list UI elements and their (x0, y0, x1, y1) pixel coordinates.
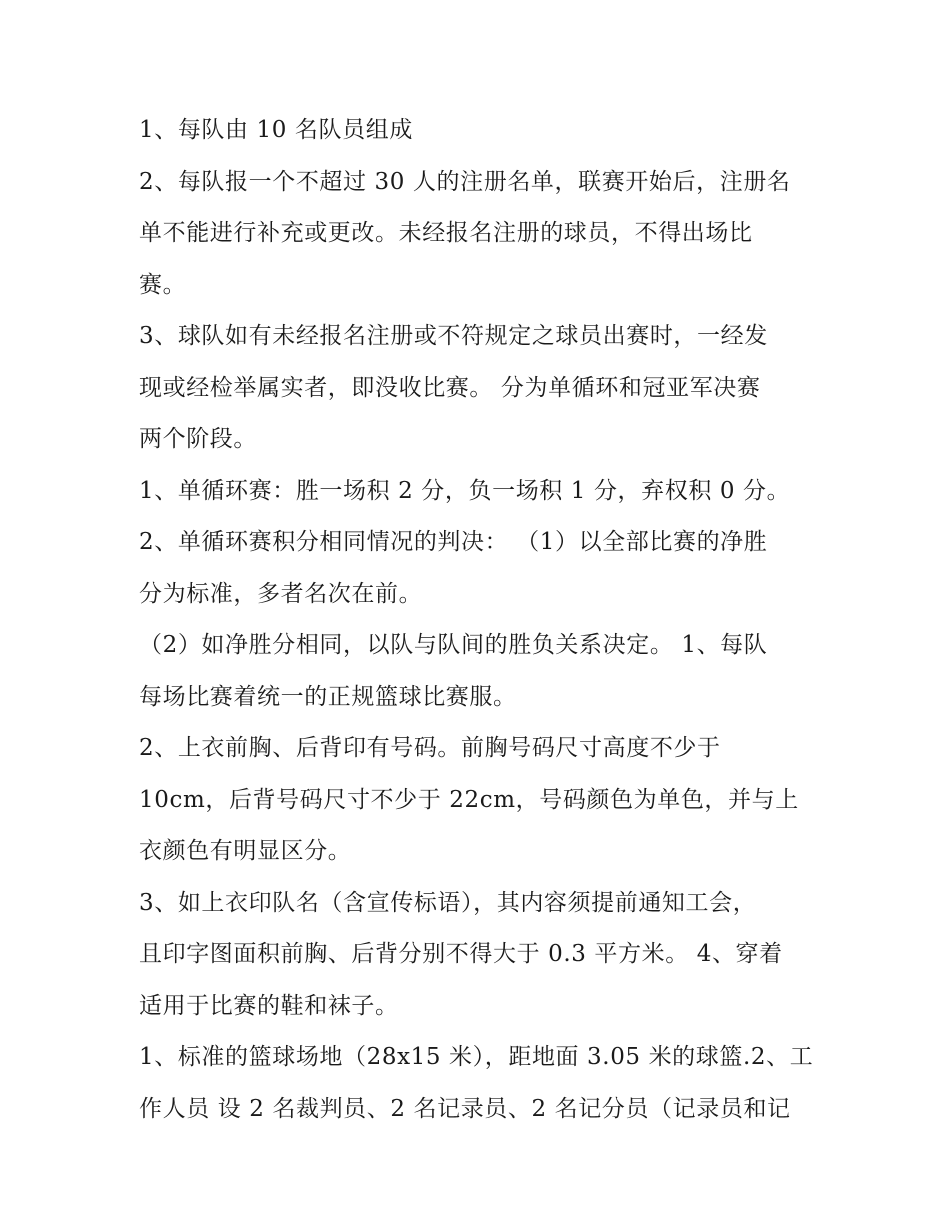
text-line: 1、单循环赛：胜一场积 2 分，负一场积 1 分，弃权积 0 分。 (139, 477, 791, 504)
text-line: 赛。 (139, 271, 187, 298)
text-line: 两个阶段。 (139, 426, 257, 452)
text-line: （2）如净胜分相同，以队与队间的胜负关系决定。 1、每队 (139, 632, 768, 658)
document-body (139, 105, 819, 1135)
text-line: 2、每队报一个不超过 30 人的注册名单，联赛开始后，注册名 (139, 168, 791, 195)
text-line: 2、上衣前胸、后背印有号码。前胸号码尺寸高度不少于 (139, 735, 721, 761)
text-line: 3、球队如有未经报名注册或不符规定之球员出赛时，一经发 (139, 323, 768, 349)
text-line: 单不能进行补充或更改。未经报名注册的球员，不得出场比 (139, 220, 753, 246)
text-line: 1、每队由 10 名队员组成 (139, 117, 413, 143)
text-line: 3、如上衣印队名（含宣传标语），其内容须提前通知工会， (139, 889, 757, 916)
text-line: 现或经检举属实者，即没收比赛。 分为单循环和冠亚军决赛 (139, 374, 761, 401)
text-line: 10cm，后背号码尺寸不少于 22cm，号码颜色为单色，并与上 (139, 786, 799, 813)
text-line: 适用于比赛的鞋和袜子。 (139, 992, 399, 1019)
text-line: 衣颜色有明显区分。 (139, 838, 352, 864)
text-line: 1、标准的篮球场地（28x15 米），距地面 3.05 米的球篮.2、工 (139, 1044, 814, 1070)
text-line: 2、单循环赛积分相同情况的判决： （1）以全部比赛的净胜 (139, 529, 768, 555)
text-line: 每场比赛着统一的正规篮球比赛服。 (139, 683, 517, 710)
text-line: 且印字图面积前胸、后背分别不得大于 0.3 平方米。 4、穿着 (139, 941, 783, 967)
text-line: 分为标准，多者名次在前。 (139, 580, 423, 607)
text-line: 作人员 设 2 名裁判员、2 名记录员、2 名记分员（记录员和记 (139, 1095, 791, 1122)
